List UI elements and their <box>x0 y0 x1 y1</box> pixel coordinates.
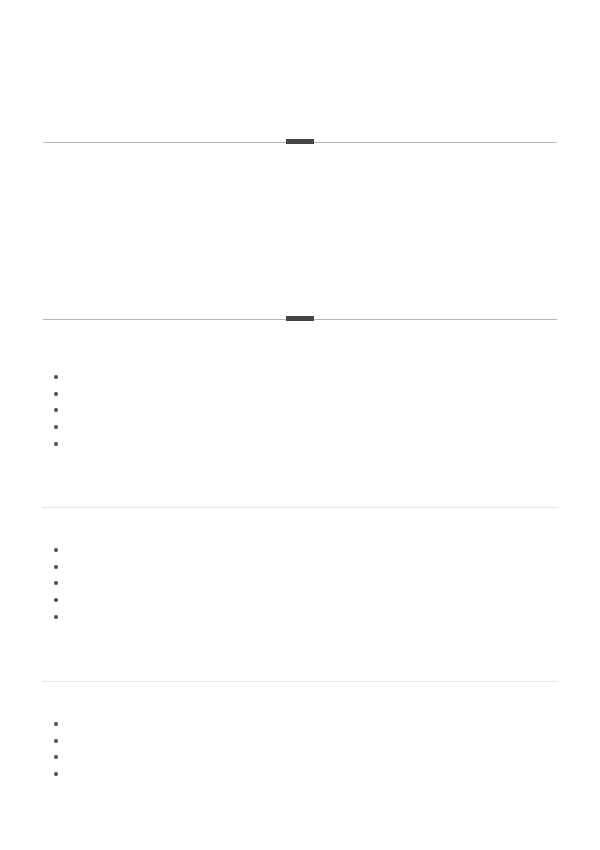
summary-body <box>43 172 557 184</box>
entry-divider <box>43 507 557 508</box>
job-bullet <box>43 403 540 420</box>
job-bullet <box>43 593 540 610</box>
job-bullet <box>43 750 540 767</box>
contact-line <box>0 45 600 55</box>
job-bullet <box>43 543 540 560</box>
job-bullet <box>43 560 540 577</box>
section-divider <box>43 142 557 143</box>
job-bullet <box>43 734 540 751</box>
job-bullet <box>43 767 540 784</box>
experience-entry <box>43 523 540 626</box>
divider-accent <box>286 139 314 144</box>
job-bullet-list <box>43 717 540 784</box>
job-bullet <box>43 370 540 387</box>
summary-section-header <box>43 130 557 143</box>
experience-section-header <box>43 307 557 320</box>
experience-entry <box>43 350 540 453</box>
job-bullet <box>43 576 540 593</box>
section-divider <box>43 319 557 320</box>
job-bullet <box>43 437 540 454</box>
decorative-stripes-bottom <box>8 802 78 850</box>
resume-header <box>0 36 600 55</box>
job-bullet-list <box>43 370 540 453</box>
entry-divider <box>43 681 557 682</box>
job-bullet <box>43 610 540 627</box>
experience-entry <box>43 697 540 784</box>
divider-accent <box>286 316 314 321</box>
job-bullet <box>43 387 540 404</box>
job-bullet-list <box>43 543 540 626</box>
job-bullet <box>43 717 540 734</box>
job-bullet <box>43 420 540 437</box>
